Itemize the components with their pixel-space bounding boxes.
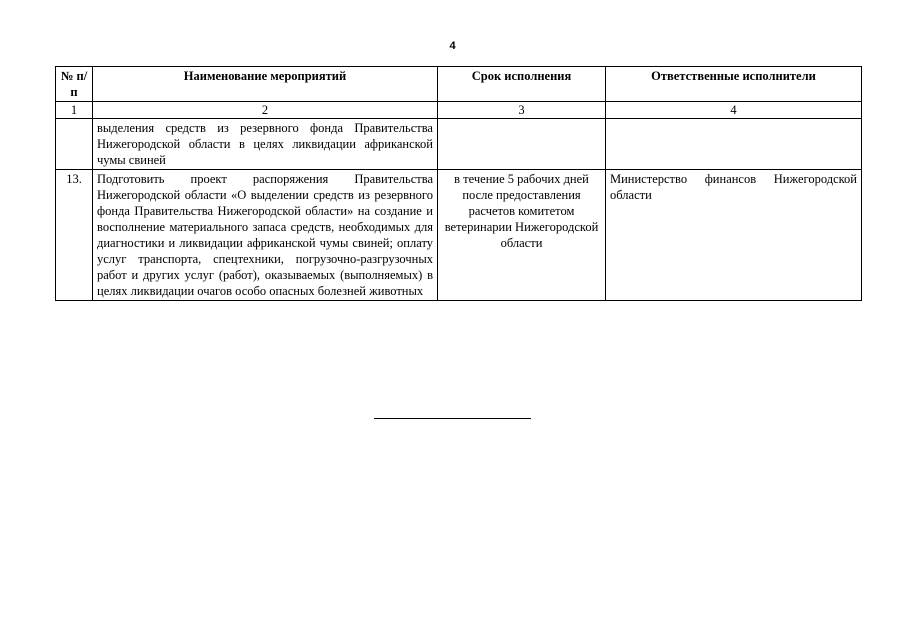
page-number: 4: [449, 40, 456, 52]
column-number-4: 4: [606, 102, 862, 119]
responsible-text: [606, 119, 862, 170]
column-number-row: [56, 102, 862, 119]
table-header-row: [56, 67, 862, 102]
header-deadline: Срок исполнения: [438, 67, 606, 102]
deadline-text: в течение 5 рабочих дней после предоставления расчетов комитетом ветеринарии Нижегородской области: [438, 170, 606, 301]
responsible-text: Министерство финансов Нижегородской области: [606, 170, 862, 301]
table-row: [56, 170, 862, 301]
events-table: [55, 66, 862, 301]
event-text: выделения средств из резервного фонда Правительства Нижегородской области в целях ликвидации африканской чумы свиней: [93, 119, 438, 170]
header-number: № п/п: [56, 67, 93, 102]
column-number-3: 3: [438, 102, 606, 119]
column-number-2: 2: [93, 102, 438, 119]
header-event-name: Наименование мероприятий: [93, 67, 438, 102]
end-divider-line: [374, 418, 531, 419]
row-number: 13.: [56, 170, 93, 301]
event-text: Подготовить проект распоряжения Правительства Нижегородской области «О выделении средств из резервного фонда Правительства Нижегородской области» на создание и восполнение материального запаса средств, необходимых для диагностики и ликвидации африканской чумы свиней; оплату услуг транспорта, спецтехники, погрузочно-разгрузочных работ и других услуг (работ), оказываемых (выполняемых) в целях ликвидации очагов особо опасных болезней животных: [93, 170, 438, 301]
table-row: [56, 119, 862, 170]
header-responsible: Ответственные исполнители: [606, 67, 862, 102]
row-number: [56, 119, 93, 170]
column-number-1: 1: [56, 102, 93, 119]
deadline-text: [438, 119, 606, 170]
